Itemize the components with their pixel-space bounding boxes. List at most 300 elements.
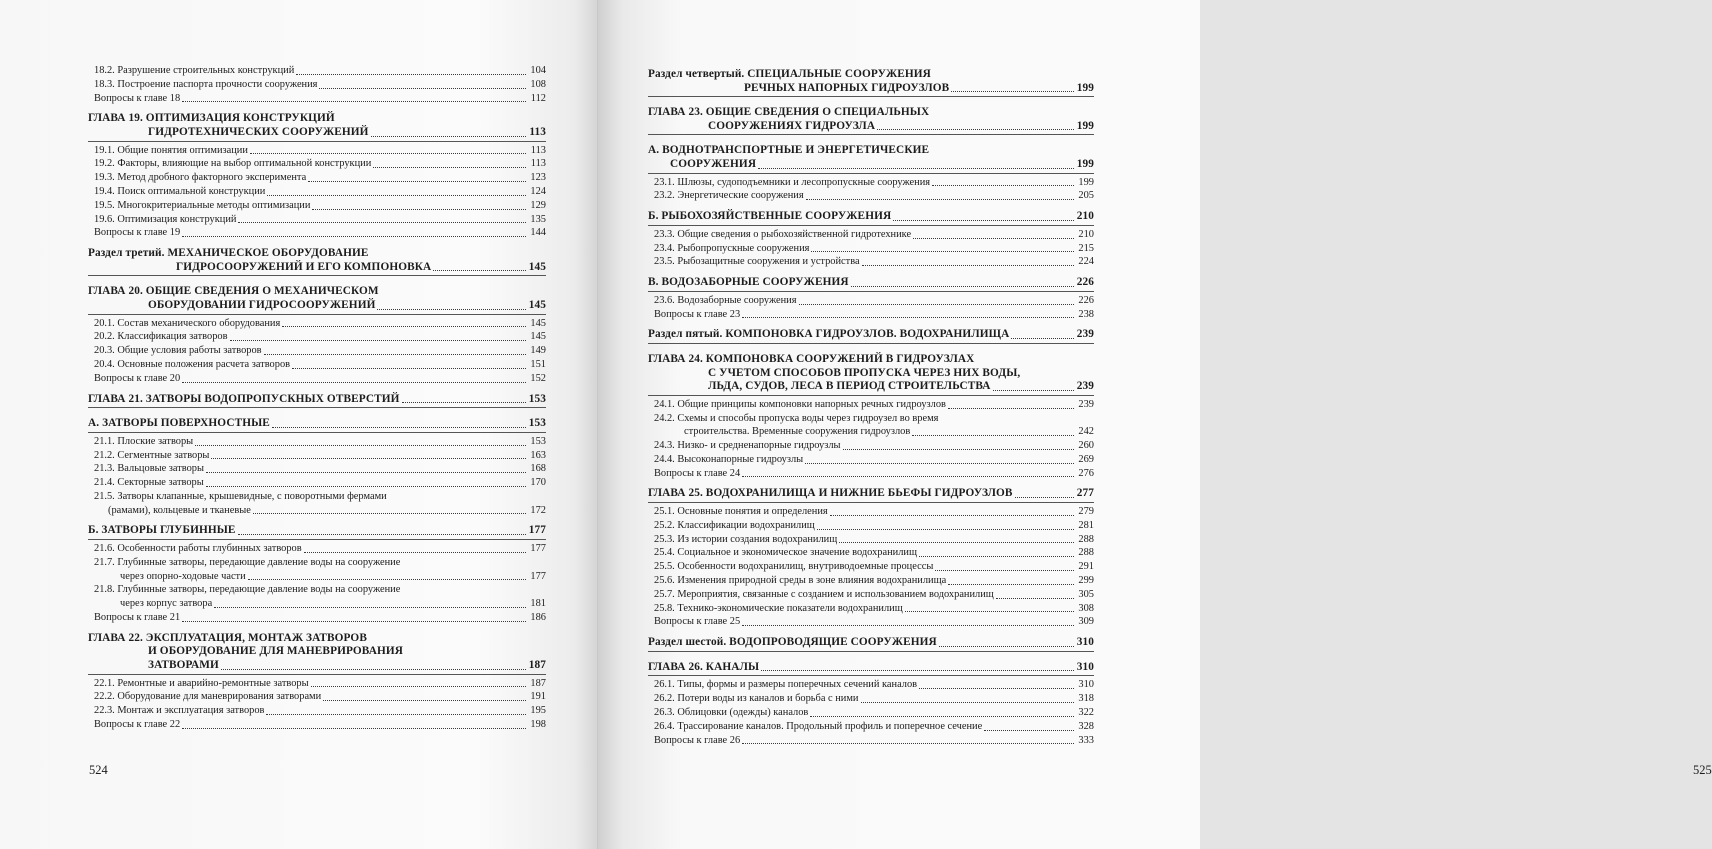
toc-entry-title: 19.1. Общие понятия оптимизации [94,144,248,156]
toc-entry-title: 19.5. Многокритериальные методы оптимизации [94,199,311,211]
toc-page-number: 205 [1078,190,1094,202]
dot-leader [817,529,1074,530]
toc-entry-title: Раздел четвертый. СПЕЦИАЛЬНЫЕ СООРУЖЕНИЯ [648,68,931,80]
toc-page-number: 310 [1076,636,1094,649]
toc-entry[interactable] [88,611,546,625]
heading-underline [648,502,1094,503]
toc-entry-title: Раздел шестой. ВОДОПРОВОДЯЩИЕ СООРУЖЕНИЯ [648,636,937,649]
heading-underline [88,314,546,315]
toc-entry-title: СООРУЖЕНИЯ [670,157,757,170]
dot-leader [182,382,526,383]
toc-page-number: 135 [530,213,546,225]
toc-page-number: 187 [528,659,546,672]
toc-heading[interactable] [88,393,546,407]
toc-entry-title: 20.2. Классификация затворов [94,331,228,343]
toc-entry-title: 25.6. Изменения природной среды в зоне влияния водохранилища [654,575,947,587]
toc-page-number: 239 [1076,328,1094,341]
page-number-right: 525 [1693,763,1712,777]
heading-underline [88,141,546,142]
dot-leader [433,270,526,271]
toc-entry[interactable] [88,185,546,199]
heading-underline [648,651,1094,652]
toc-entry-title: через опорно-ходовые части [120,570,246,582]
toc-heading[interactable] [88,285,546,312]
toc-page-number: 187 [530,677,546,689]
heading-underline [648,395,1094,396]
dot-leader [993,390,1074,391]
toc-entry-title: 25.2. Классификации водохранилищ [654,519,815,531]
toc-entry[interactable] [88,476,546,490]
toc-spacer [648,321,1094,328]
toc-spacer [648,480,1094,487]
toc-entry[interactable] [648,588,1094,602]
toc-page-number: 238 [1078,308,1094,320]
dot-leader [182,621,526,622]
toc-entry[interactable] [648,519,1094,533]
toc-entry[interactable] [88,92,546,106]
toc-entry[interactable] [648,412,1094,440]
toc-heading[interactable] [648,276,1094,290]
toc-page-number: 224 [1078,256,1094,268]
dot-leader [984,730,1074,731]
toc-entry-title: ГЛАВА 19. ОПТИМИЗАЦИЯ КОНСТРУКЦИЙ [88,112,335,125]
toc-entry[interactable] [648,294,1094,308]
toc-entry-title: 19.6. Оптимизация конструкций [94,213,237,225]
toc-entry-title: 21.2. Сегментные затворы [94,449,210,461]
dot-leader [839,542,1074,543]
toc-entry-title: 20.4. Основные положения расчета затворов [94,358,291,370]
dot-leader [267,195,526,196]
toc-entry-title: 19.4. Поиск оптимальной конструкции [94,185,266,197]
toc-page-number: 153 [528,417,546,430]
toc-entry[interactable] [648,546,1094,560]
toc-page-number: 186 [530,612,546,624]
dot-leader [742,476,1074,477]
heading-underline [88,674,546,675]
toc-heading[interactable] [648,636,1094,650]
dot-leader [861,702,1075,703]
toc-page-number: 124 [530,185,546,197]
dot-leader [806,199,1074,200]
toc-entry-title: ГЛАВА 26. КАНАЛЫ [648,660,760,673]
heading-underline [648,675,1094,676]
toc-entry-title: 19.3. Метод дробного факторного эксперимента [94,172,307,184]
toc-page-number: 277 [1076,487,1094,500]
toc-page-number: 113 [530,144,546,156]
toc-entry[interactable] [88,449,546,463]
dot-leader [843,449,1074,450]
toc-heading[interactable] [88,247,546,274]
dot-leader [851,286,1074,287]
toc-entry-title: Вопросы к главе 23 [654,308,741,320]
dot-leader [919,688,1074,689]
toc-entry-title: ГЛАВА 20. ОБЩИЕ СВЕДЕНИЯ О МЕХАНИЧЕСКОМ [88,285,379,298]
toc-page-number: 144 [530,227,546,239]
toc-heading[interactable] [648,144,1094,171]
toc-entry-title: 22.2. Оборудование для маневрирования затворами [94,691,322,703]
dot-leader [238,534,526,535]
dot-leader [282,326,526,327]
dot-leader [912,435,1074,436]
toc-entry-title: Б. РЫБОХОЗЯЙСТВЕННЫЕ СООРУЖЕНИЯ [648,210,892,223]
heading-underline [648,343,1094,344]
toc-page-number: 305 [1078,588,1094,600]
toc-entry[interactable] [88,556,546,584]
toc-entry-title: 21.7. Глубинные затворы, передающие давление воды на сооружение [94,556,401,568]
toc-heading[interactable] [648,106,1094,133]
toc-entry[interactable] [648,615,1094,629]
toc-spacer [88,386,546,393]
dot-leader [377,309,526,310]
dot-leader [951,91,1074,92]
toc-page-number: 145 [530,331,546,343]
toc-entry[interactable] [88,462,546,476]
dot-leader [182,728,526,729]
toc-entry-title: 21.8. Глубинные затворы, передающие давление воды на сооружение [94,584,401,596]
toc-entry[interactable] [648,467,1094,481]
toc-entry-title: 23.3. Общие сведения о рыбохозяйственной гидротехнике [654,228,912,240]
toc-entry-title: 24.2. Схемы и способы пропуска воды через гидроузел во время [654,412,939,424]
toc-entry[interactable] [648,720,1094,734]
toc-heading[interactable] [88,524,546,538]
toc-entry-title: 23.6. Водозаборные сооружения [654,294,797,306]
dot-leader [230,340,527,341]
toc-heading[interactable] [648,353,1094,394]
dot-leader [932,185,1074,186]
toc-entry[interactable] [88,64,546,78]
dot-leader [266,714,526,715]
toc-heading[interactable] [648,661,1094,675]
toc-page-number: 288 [1078,547,1094,559]
toc-entry[interactable] [88,144,546,158]
toc-entry-title: 26.2. Потери воды из каналов и борьба с ними [654,693,859,705]
toc-entry-title: ГЛАВА 22. ЭКСПЛУАТАЦИЯ, МОНТАЖ ЗАТВОРОВ [88,631,367,644]
toc-page-number: 152 [530,372,546,384]
dot-leader [292,368,526,369]
toc-page-number: 113 [530,158,546,170]
dot-leader [948,584,1074,585]
toc-entry[interactable] [88,226,546,240]
dot-leader [221,669,526,670]
toc-entry-title: Раздел третий. МЕХАНИЧЕСКОЕ ОБОРУДОВАНИЕ [88,247,369,260]
dot-leader [373,167,526,168]
dot-leader [810,716,1074,717]
toc-page-number: 153 [530,435,546,447]
toc-entry[interactable] [648,439,1094,453]
dot-leader [799,304,1074,305]
toc-page-number: 226 [1078,294,1094,306]
toc-entry-title: 19.2. Факторы, влияющие на выбор оптимальной конструкции [94,158,372,170]
dot-leader [238,222,526,223]
toc-entry[interactable] [88,171,546,185]
toc-entry[interactable] [88,677,546,691]
dot-leader [939,646,1074,647]
dot-leader [877,129,1074,130]
dot-leader [182,101,526,102]
dot-leader [308,181,526,182]
toc-entry[interactable] [88,542,546,556]
toc-entry[interactable] [88,78,546,92]
toc-entry-title: 23.4. Рыбопропускные сооружения [654,242,810,254]
toc-entry-title: 25.8. Технико-экономические показатели водохранилищ [654,602,903,614]
toc-entry-title: 25.4. Социальное и экономическое значение водохранилищ [654,547,917,559]
toc-page-number: 145 [528,298,546,311]
toc-page-number: 199 [1076,119,1094,132]
toc-heading[interactable] [88,417,546,431]
toc-heading[interactable] [648,487,1094,501]
toc-entry[interactable] [88,490,546,518]
toc-entry-title: Вопросы к главе 26 [654,734,741,746]
dot-leader [758,168,1074,169]
toc-entry[interactable] [648,228,1094,242]
toc-page-number: 129 [530,199,546,211]
toc-entry[interactable] [648,176,1094,190]
toc-entry[interactable] [88,704,546,718]
toc-page-number: 172 [530,504,546,516]
toc-spacer [88,240,546,247]
toc-entry-title: 20.3. Общие условия работы затворов [94,345,262,357]
toc-entry-title: В. ВОДОЗАБОРНЫЕ СООРУЖЕНИЯ [648,276,849,289]
toc-entry-title: 18.2. Разрушение строительных конструкций [94,65,295,76]
toc-page-number: 181 [530,598,546,610]
toc-entry-title: Вопросы к главе 24 [654,467,741,479]
toc-page-number: 308 [1078,602,1094,614]
toc-entry[interactable] [88,213,546,227]
toc-entry-title: 25.1. Основные понятия и определения [654,506,828,518]
dot-leader [811,251,1074,252]
toc-page-number: 333 [1078,734,1094,746]
toc-page-number: 215 [1078,242,1094,254]
heading-underline [88,432,546,433]
toc-page-number: 310 [1076,660,1094,673]
toc-entry-title: 20.1. Состав механического оборудования [94,317,281,329]
toc-page-number: 123 [530,172,546,184]
toc-entry[interactable] [88,157,546,171]
toc-entry-title: Вопросы к главе 20 [94,372,181,384]
toc-entry[interactable] [88,344,546,358]
toc-page-number: 322 [1078,707,1094,719]
heading-underline [88,539,546,540]
dot-leader [195,445,526,446]
heading-underline [648,134,1094,135]
toc-entry[interactable] [648,533,1094,547]
dot-leader [312,209,526,210]
toc-page-number: 288 [1078,533,1094,545]
toc-entry-title: Вопросы к главе 22 [94,719,181,731]
toc-entry-title: РЕЧНЫХ НАПОРНЫХ ГИДРОУЗЛОВ [744,81,950,94]
dot-leader [248,579,526,580]
toc-entry-title: Вопросы к главе 19 [94,227,181,239]
dot-leader [893,220,1074,221]
toc-entry-title: Б. ЗАТВОРЫ ГЛУБИННЫЕ [88,524,236,537]
toc-entry[interactable] [88,718,546,732]
toc-page-number: 177 [530,570,546,582]
toc-entry-title: А. ВОДНОТРАНСПОРТНЫЕ И ЭНЕРГЕТИЧЕСКИЕ [648,144,930,157]
heading-underline [648,225,1094,226]
toc-entry[interactable] [648,574,1094,588]
toc-entry-title: 24.3. Низко- и средненапорные гидроузлы [654,440,841,452]
dot-leader [996,598,1074,599]
toc-entry[interactable] [648,189,1094,203]
toc-page-number: 276 [1078,467,1094,479]
dot-leader [206,472,526,473]
dot-leader [311,686,526,687]
left-page [0,0,598,849]
toc-entry-title: ГЛАВА 23. ОБЩИЕ СВЕДЕНИЯ О СПЕЦИАЛЬНЫХ [648,106,930,119]
toc-entry[interactable] [648,242,1094,256]
dot-leader [1015,497,1074,498]
toc-page-number: 239 [1078,398,1094,410]
dot-leader [272,427,526,428]
toc-page-number: 113 [529,125,546,138]
toc-spacer [648,137,1094,144]
toc-page-number: 191 [530,691,546,703]
toc-spacer [88,517,546,524]
toc-entry-title: А. ЗАТВОРЫ ПОВЕРХНОСТНЫЕ [88,417,270,430]
toc-page-number: 195 [530,705,546,717]
toc-page-number: 170 [530,477,546,489]
toc-entry-title: 25.3. Из истории создания водохранилищ [654,533,838,545]
toc-page-number: 177 [528,524,546,537]
toc-page-number: 279 [1078,506,1094,518]
toc-entry-title: Раздел пятый. КОМПОНОВКА ГИДРОУЗЛОВ. ВОДОХРАНИЛИЩА [648,328,1010,341]
dot-leader [250,153,526,154]
toc-page-number: 318 [1078,693,1094,705]
toc-entry-title: Вопросы к главе 25 [654,616,741,628]
heading-underline [648,173,1094,174]
toc-entry[interactable] [648,734,1094,748]
toc-entry-title: 26.4. Трассирование каналов. Продольный профиль и поперечное сечение [654,720,983,732]
toc-page-number: 199 [1078,176,1094,188]
toc-page-number: 104 [530,65,546,76]
dot-leader [253,513,526,514]
toc-entry[interactable] [648,255,1094,269]
toc-page-number: 199 [1076,157,1094,170]
toc-page-number: 239 [1076,380,1094,393]
dot-leader [296,74,526,75]
toc-entry-title: 23.5. Рыбозащитные сооружения и устройства [654,256,860,268]
toc-entry[interactable] [648,602,1094,616]
dot-leader [206,486,526,487]
dot-leader [935,570,1074,571]
toc-spacer [88,105,546,112]
toc-entry-title: ОБОРУДОВАНИИ ГИДРОСООРУЖЕНИЙ [148,298,376,311]
toc-entry-title: 21.5. Затворы клапанные, крышевидные, с поворотными фермами [94,490,387,502]
dot-leader [319,88,526,89]
toc-entry[interactable] [648,505,1094,519]
toc-entry-title: ЗАТВОРАМИ [148,659,219,672]
dot-leader [371,136,526,137]
toc-entry[interactable] [648,398,1094,412]
toc-entry[interactable] [648,678,1094,692]
toc-entry-title: 23.1. Шлюзы, судоподъемники и лесопропускные сооружения [654,176,931,188]
toc-spacer [648,269,1094,276]
toc-entry-title: 22.1. Ремонтные и аварийно-ремонтные затворы [94,677,309,689]
toc-page-number: 163 [530,449,546,461]
toc-heading[interactable] [648,210,1094,224]
toc-heading[interactable] [648,328,1094,342]
page-number-left: 524 [89,763,108,777]
toc-heading[interactable] [88,632,546,673]
toc-page-number: 309 [1078,616,1094,628]
toc-page-number: 153 [528,392,546,405]
toc-entry-title: 23.2. Энергетические сооружения [654,190,804,202]
dot-leader [402,402,526,403]
dot-leader [830,515,1074,516]
toc-page-number: 226 [1076,276,1094,289]
toc-page-number: 291 [1078,561,1094,573]
toc-entry-title: СООРУЖЕНИЯХ ГИДРОУЗЛА [708,119,876,132]
dot-leader [742,743,1074,744]
heading-underline [648,291,1094,292]
toc-entry-title: И ОБОРУДОВАНИЕ ДЛЯ МАНЕВРИРОВАНИЯ [148,645,403,658]
toc-entry-title: 25.7. Мероприятия, связанные с созданием и использованием водохранилищ [654,588,994,600]
toc-entry[interactable] [88,690,546,704]
toc-heading[interactable] [648,68,1094,95]
toc-entry[interactable] [88,199,546,213]
toc-entry-title: ГИДРОТЕХНИЧЕСКИХ СООРУЖЕНИЙ [148,125,369,138]
heading-underline [88,275,546,276]
toc-entry[interactable] [648,706,1094,720]
toc-entry-title: строительства. Временные сооружения гидроузлов [684,426,911,438]
toc-entry[interactable] [88,317,546,331]
toc-spacer [648,99,1094,106]
toc-entry-title: 26.1. Типы, формы и размеры поперечных сечений каналов [654,679,918,691]
toc-entry[interactable] [88,435,546,449]
dot-leader [761,670,1074,671]
toc-entry[interactable] [88,358,546,372]
toc-spacer [648,346,1094,353]
toc-spacer [648,203,1094,210]
toc-entry-title: 21.6. Особенности работы глубинных затворов [94,543,302,555]
toc-entry-title: 25.5. Особенности водохранилищ, внутриводоемные процессы [654,561,934,573]
dot-leader [1011,338,1074,339]
toc-entry-title: ГЛАВА 24. КОМПОНОВКА СООРУЖЕНИЙ В ГИДРОУЗЛАХ [648,352,975,365]
toc-entry-title: 24.1. Общие принципы компоновки напорных речных гидроузлов [654,398,946,410]
toc-entry[interactable] [88,583,546,611]
toc-entry[interactable] [648,308,1094,322]
toc-page-number: 328 [1078,720,1094,732]
toc-page-number: 145 [528,260,546,273]
toc-entry-title: 21.4. Секторные затворы [94,477,204,489]
toc-entry-title: ГЛАВА 21. ЗАТВОРЫ ВОДОПРОПУСКНЫХ ОТВЕРСТИЙ [88,392,400,405]
table-of-contents-right [648,68,1094,747]
toc-spacer [88,278,546,285]
toc-entry[interactable] [648,692,1094,706]
toc-entry[interactable] [648,560,1094,574]
toc-entry-title: ГЛАВА 25. ВОДОХРАНИЛИЩА И НИЖНИЕ БЬЕФЫ ГИДРОУЗЛОВ [648,487,1013,500]
dot-leader [905,611,1074,612]
toc-page-number: 168 [530,463,546,475]
toc-entry[interactable] [648,453,1094,467]
toc-page-number: 199 [1076,81,1094,94]
toc-spacer [88,410,546,417]
toc-page-number: 260 [1078,440,1094,452]
toc-entry-title: 21.3. Вальцовые затворы [94,463,204,475]
toc-entry[interactable] [88,372,546,386]
dot-leader [264,354,526,355]
dot-leader [913,238,1074,239]
dot-leader [211,458,526,459]
toc-entry-title: Вопросы к главе 18 [94,92,181,104]
dot-leader [742,317,1074,318]
toc-heading[interactable] [88,112,546,139]
toc-entry[interactable] [88,330,546,344]
toc-page-number: 269 [1078,453,1094,465]
toc-page-number: 242 [1078,426,1094,438]
toc-page-number: 281 [1078,519,1094,531]
dot-leader [742,625,1074,626]
